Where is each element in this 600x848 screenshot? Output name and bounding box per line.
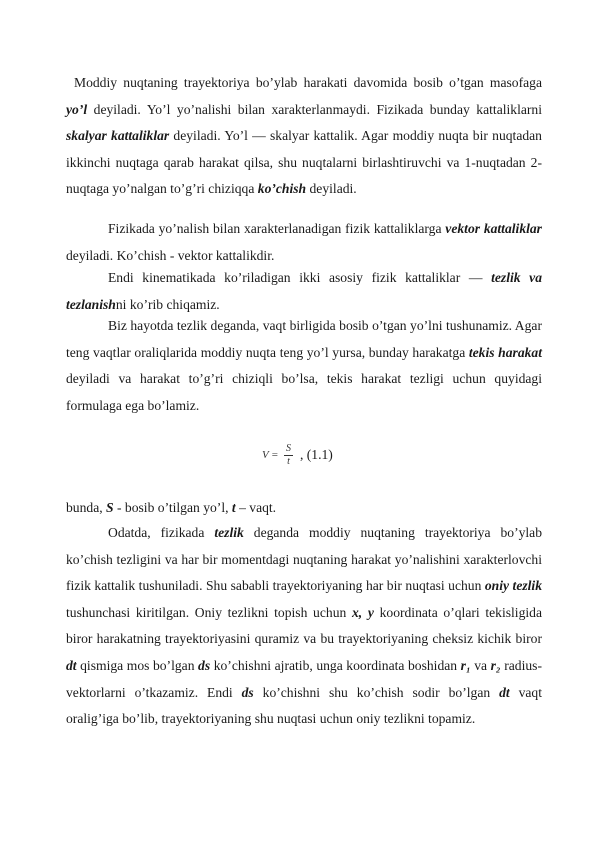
text-run: koordinata o’qlari tekisligida biror harakatning trayektoriyasini quramiz va bu trayektoriyaning cheksiz kichik biror bbox=[66, 604, 542, 647]
paragraph-3 bbox=[66, 265, 542, 318]
text-run: Odatda, fizikada bbox=[108, 525, 215, 540]
text-run: ni ko’rib chiqamiz. bbox=[115, 296, 220, 312]
emphasized-term: x, y bbox=[351, 604, 374, 620]
text-run: Fizikada yo’nalish bilan xarakterlanadigan fizik kattaliklarga bbox=[108, 221, 446, 236]
emphasized-term: t bbox=[231, 500, 236, 515]
text-run: radius-vektorlarni o’tkazamiz. Endi bbox=[66, 657, 542, 700]
text-run: deyiladi. Yo’l — skalyar kattalik. Agar moddiy nuqta bir nuqtadan ikkinchi nuqtaga qarab harakat qilsa, shu nuqtalarni birlashtiruvchi va 1-nuqtadan 2-nuqtaga yo’nalgan to’g’ri chiziqqa bbox=[66, 128, 542, 197]
text-run: Moddiy nuqtaning trayektoriya bo’ylab harakati davomida bosib o’tgan masofaga bbox=[74, 75, 542, 90]
text-run: - bosib o’tilgan yo’l, bbox=[113, 500, 232, 515]
text-run: deyiladi. bbox=[306, 181, 357, 197]
text-run: deganda moddiy nuqtaning trayektoriya bo’ylab ko’chish tezligini va har bir momentdagi nuqtaning harakat yo’nalishini xarakterlovchi fizik kattalik tushuniladi. Shu sababli trayektoriyaning har bir nuqtasi uchun bbox=[66, 525, 542, 594]
text-run: va bbox=[470, 657, 491, 673]
emphasized-term: tezlik va tezlanish bbox=[66, 270, 543, 312]
text-run: – vaqt. bbox=[235, 500, 277, 515]
text-run: ko’chishni ajratib, unga koordinata boshidan bbox=[210, 657, 461, 673]
emphasized-term: r₁ bbox=[460, 657, 471, 673]
text-run: tushunchasi kiritilgan. Oniy tezlikni topish uchun bbox=[66, 604, 352, 620]
emphasized-term: ko’chish bbox=[257, 181, 307, 197]
text-run: deyiladi va harakat to’g’ri chiziqli bo’lsa, tekis harakat tezligi uchun quyidagi formulaga ega bo’lamiz. bbox=[66, 371, 542, 413]
formula-equals: = bbox=[271, 449, 278, 461]
emphasized-term: tezlik bbox=[214, 525, 244, 540]
emphasized-term: tekis harakat bbox=[468, 344, 542, 360]
formula-1-1 bbox=[262, 438, 333, 472]
emphasized-term: vektor kattaliklar bbox=[445, 221, 542, 236]
emphasized-term: dt bbox=[499, 684, 510, 700]
emphasized-term: oniy tezlik bbox=[484, 578, 542, 594]
paragraph-2 bbox=[66, 216, 542, 269]
paragraph-4 bbox=[66, 313, 542, 419]
formula-fraction bbox=[284, 443, 293, 468]
text-run: ko’chishni shu ko’chish sodir bo’lgan bbox=[253, 684, 500, 700]
emphasized-term: r₂ bbox=[490, 657, 501, 673]
emphasized-term: ds bbox=[198, 657, 211, 673]
text-run: deyiladi. Ko’chish - vektor kattalikdir. bbox=[66, 247, 275, 263]
text-run: deyiladi. Yo’l yo’nalishi bilan xarakterlanmaydi. Fizikada bunday kattaliklarni bbox=[87, 101, 542, 117]
text-run: vaqt oralig’iga bo’lib, trayektoriyaning shu nuqtasi uchun oniy tezlikni topamiz. bbox=[66, 684, 542, 727]
formula-denominator: t bbox=[287, 455, 290, 467]
formula-label: , (1.1) bbox=[299, 447, 333, 462]
paragraph-5 bbox=[66, 495, 542, 522]
text-run: bunda, bbox=[66, 500, 107, 515]
paragraph-6 bbox=[66, 520, 542, 733]
emphasized-term: S bbox=[106, 500, 114, 515]
emphasized-term: skalyar kattaliklar bbox=[66, 128, 170, 144]
formula-lhs: V bbox=[262, 449, 269, 461]
emphasized-term: yo’l bbox=[66, 101, 88, 117]
paragraph-1 bbox=[66, 70, 542, 203]
emphasized-term: ds bbox=[241, 684, 254, 700]
text-run: Biz hayotda tezlik deganda, vaqt birligida bosib o’tgan yo’lni tushunamiz. Agar teng vaqtlar oraliqlarida moddiy nuqta teng yo’l yursa, bunday harakatga bbox=[66, 318, 542, 360]
text-run: qismiga mos bo’lgan bbox=[76, 657, 199, 673]
formula-numerator: S bbox=[285, 442, 291, 454]
text-run: Endi kinematikada ko’riladigan ikki asosiy fizik kattaliklar — bbox=[108, 270, 492, 285]
emphasized-term: dt bbox=[66, 657, 77, 673]
